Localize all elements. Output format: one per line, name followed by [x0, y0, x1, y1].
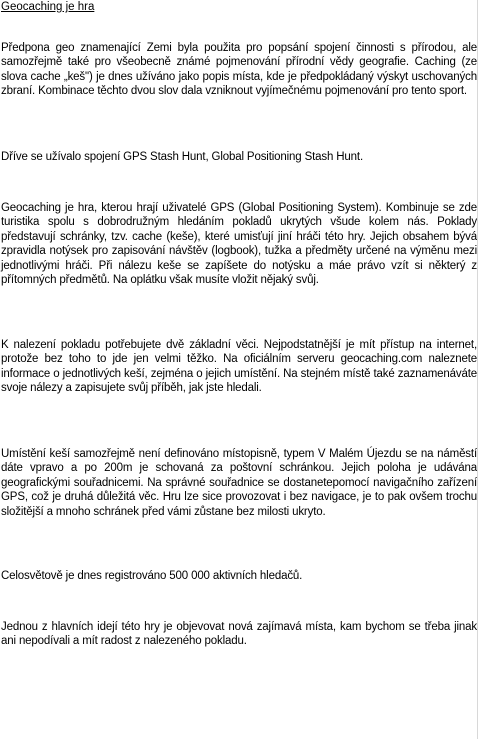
document-title: Geocaching je hra: [1, 1, 95, 13]
paragraph-former-name: Dříve se užívalo spojení GPS Stash Hunt, Global Positioning Stash Hunt.: [1, 151, 364, 163]
paragraph-main-idea: Jednou z hlavních idejí této hry je objevovat nová zajímavá místa, kam bychom se třeba jinak ani nepodívali a mít radost z nalezeného pokladu.: [1, 621, 477, 648]
paragraph-game-description: Geocaching je hra, kterou hrají uživatelé GPS (Global Positioning System). Kombinuje se zde turistika spolu s dobrodružným hledáním pokladů ukrytých všude kolem nás. Poklady představují schránky, tzv. cache (keše), které umisťují jiní hráči této hry. Jejich obsahem bývá zpravidla notýsek pro zapisování návštěv (logbook), tužka a předměty určené na výměnu mezi jednotlivými hráči. Při nálezu keše se zapíšete do notýsku a máe právo vzít si některý z přítomných předmětů. Na oplátku však musíte vložit nějaký svůj.: [1, 202, 477, 287]
paragraph-cache-location: Umístění keší samozřejmě není definováno místopisně, typem V Malém Újezdu se na náměstí dáte vpravo a po 200m je schovaná za poštovní schránkou. Jejich poloha je udávána geografickými souřadnicemi. Na správné souřadnice se dostanetepomocí navigačního zařízení GPS, což je druhá důležitá věc. Hru lze sice provozovat i bez navigace, je to pak ovšem trochu složitější a mnoho schránek před vámi zůstane bez milosti ukryto.: [1, 448, 477, 518]
paragraph-player-count: Celosvětově je dnes registrováno 500 000 aktivních hledačů.: [1, 570, 303, 582]
paragraph-requirements: K nalezení pokladu potřebujete dvě základní věci. Nejpodstatnější je mít přístup na internet, protože bez toho to jde jen velmi těžko. Na oficiálním serveru geocaching.com naleznete informace o jednotlivých keší, zejména o jejich umístění. Na stejném místě také zaznamenáváte svoje nálezy a zapisujete svůj příběh, jak jste hledali.: [1, 339, 477, 395]
page-right-border: [477, 0, 478, 739]
paragraph-etymology: Předpona geo znamenající Zemi byla použita pro popsání spojení činnosti s přírodou, ale samozřejmě také pro všeobecně známé pojmenování přírodní vědy geografie. Caching (ze slova cache „keš") je dnes užíváno jako popis místa, kde je předpokládaný výskyt uschovaných zbraní. Kombinace těchto dvou slov dala vzniknout vyjímečnému pojmenování pro tento sport.: [1, 42, 477, 98]
